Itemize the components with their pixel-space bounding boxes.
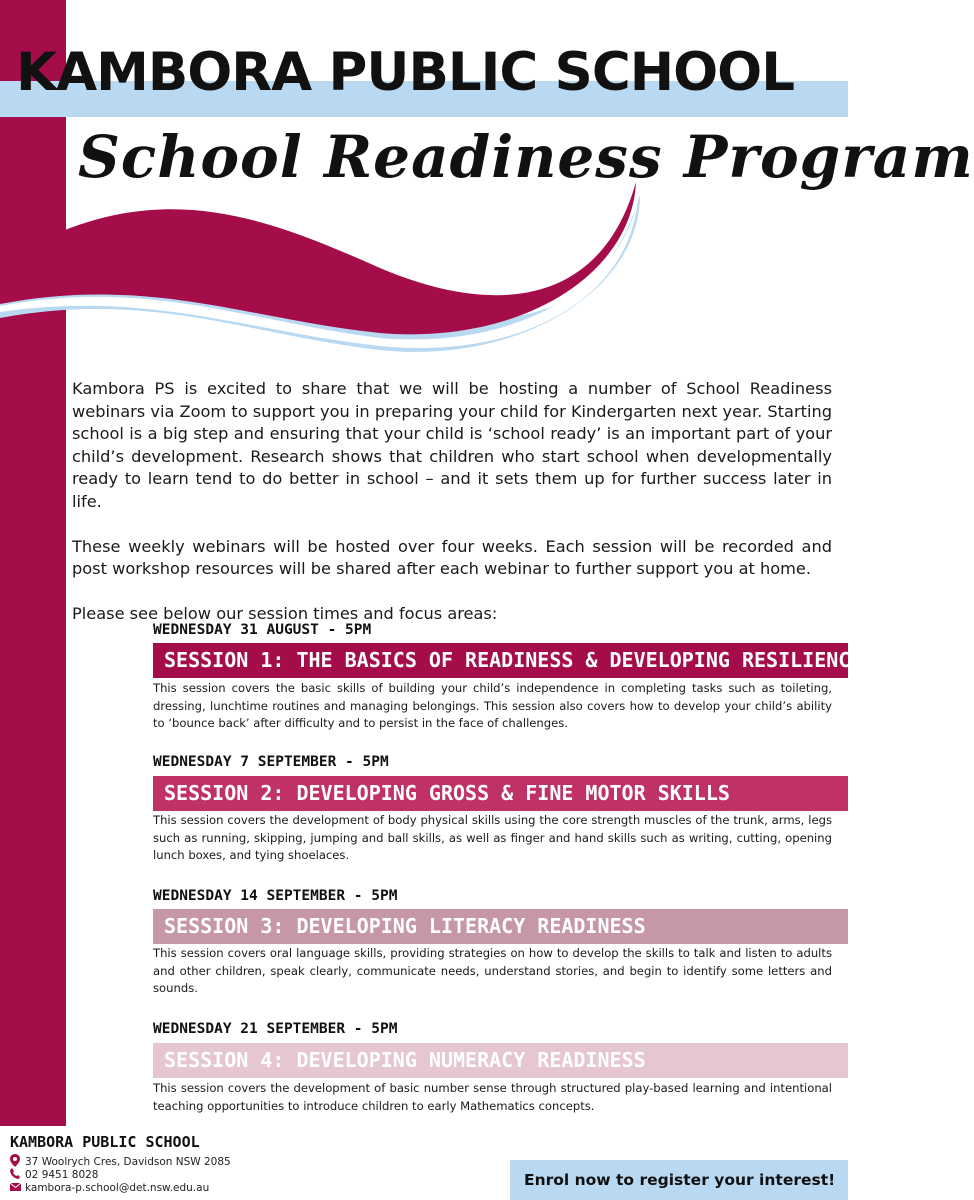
email-icon bbox=[10, 1182, 22, 1194]
session-3-description: This session covers oral language skills, providing strategies on how to develop the skills to talk and listen to adults and other children, speak clearly, communicate needs, understand stories, and begin to identify some letters and sounds. bbox=[153, 946, 832, 996]
session-2-date: WEDNESDAY 7 SEPTEMBER - 5PM bbox=[153, 754, 389, 770]
session-4-date: WEDNESDAY 21 SEPTEMBER - 5PM bbox=[153, 1021, 398, 1037]
session-1-description: This session covers the basic skills of building your child’s independence in completing tasks such as toileting, dressing, lunchtime routines and managing belongings. This session also covers how to develop your child’s ability to ‘bounce back’ after difficulty and to persist in the face of challenges. bbox=[153, 681, 832, 731]
session-4-description: This session covers the development of basic number sense through structured play-based learning and intentional teaching opportunities to introduce children to early Mathematics concepts. bbox=[153, 1081, 832, 1113]
program-title: School Readiness Program bbox=[78, 123, 974, 191]
intro-paragraph: Kambora PS is excited to share that we will be hosting a number of School Readiness webinars via Zoom to support you in preparing your child for Kindergarten next year. Starting school is a big step and ensuring that your child is ‘school ready’ is an important part of your child’s development. Research shows that children who start school when developmentally ready to learn tend to do better in school – and it sets them up for further success later in life. bbox=[72, 379, 832, 511]
session-2-title: SESSION 2: DEVELOPING GROSS & FINE MOTOR SKILLS bbox=[153, 776, 848, 811]
school-title: KAMBORA PUBLIC SCHOOL bbox=[16, 42, 794, 103]
intro-paragraph: These weekly webinars will be hosted over four weeks. Each session will be recorded and post workshop resources will be shared after each webinar to further support you at home. bbox=[72, 536, 832, 579]
intro-section bbox=[72, 378, 832, 647]
session-3-date: WEDNESDAY 14 SEPTEMBER - 5PM bbox=[153, 888, 398, 904]
session-2-description: This session covers the development of body physical skills using the core strength muscles of the trunk, arms, legs such as running, skipping, jumping and ball skills, as well as finger and hand skills such as writing, cutting, opening lunch boxes, and tying shoelaces. bbox=[153, 813, 832, 863]
enrol-banner[interactable]: Enrol now to register your interest! bbox=[510, 1160, 848, 1200]
footer-email bbox=[10, 1182, 209, 1194]
footer-phone bbox=[10, 1168, 98, 1182]
phone-icon bbox=[10, 1168, 22, 1182]
intro-paragraph: Please see below our session times and focus areas: bbox=[72, 603, 498, 623]
footer-school-name: KAMBORA PUBLIC SCHOOL bbox=[10, 1133, 200, 1151]
phone-text[interactable]: 02 9451 8028 bbox=[25, 1169, 99, 1181]
email-text[interactable]: kambora-p.school@det.nsw.edu.au bbox=[25, 1182, 210, 1194]
session-3-title: SESSION 3: DEVELOPING LITERACY READINESS bbox=[153, 909, 848, 944]
address-text: 37 Woolrych Cres, Davidson NSW 2085 bbox=[25, 1156, 231, 1168]
session-1-title: SESSION 1: THE BASICS OF READINESS & DEVELOPING RESILIENCE bbox=[153, 643, 848, 678]
session-1-date: WEDNESDAY 31 AUGUST - 5PM bbox=[153, 622, 372, 638]
session-4-title: SESSION 4: DEVELOPING NUMERACY READINESS bbox=[153, 1043, 848, 1078]
